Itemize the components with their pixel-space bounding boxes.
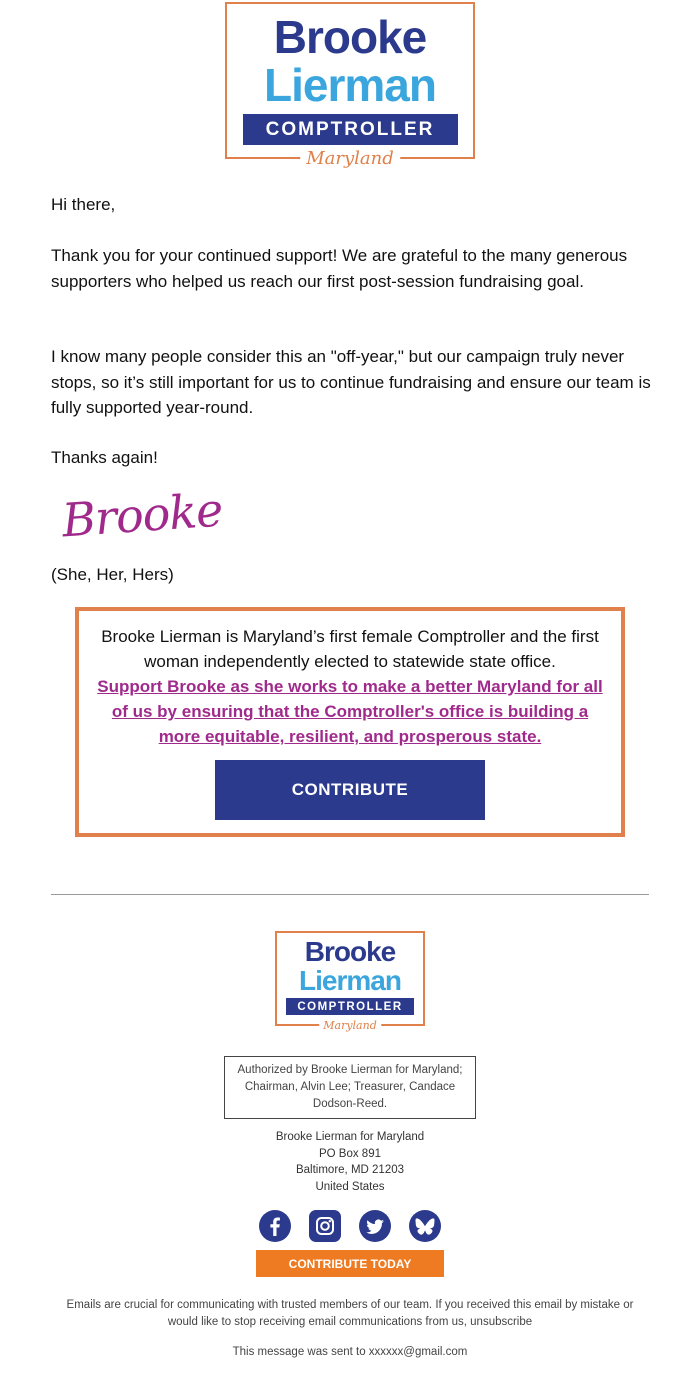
address-line-4: United States (315, 1180, 385, 1193)
divider (51, 894, 649, 895)
greeting: Hi there, (51, 195, 116, 214)
footer-logo-state: Maryland (319, 1019, 381, 1032)
header-logo (225, 2, 475, 169)
footer-logo-last-name: Lierman (299, 965, 401, 996)
logo-first-name: Brooke (273, 11, 427, 63)
footer-logo (275, 931, 425, 1032)
mailing-address (200, 1129, 500, 1195)
callout-text: Brooke Lierman is Maryland’s first female Comptroller and the first woman independently elected to statewide state office. (101, 627, 599, 671)
bluesky-icon[interactable] (409, 1210, 441, 1242)
disclaimer-box: Authorized by Brooke Lierman for Maryland; Chairman, Alvin Lee; Treasurer, Candace Dodson-Reed. (224, 1056, 476, 1119)
pronouns: (She, Her, Hers) (51, 565, 174, 584)
sent-to-note: This message was sent to xxxxxx@gmail.com (232, 1346, 468, 1358)
footer-logo-first-name: Brooke (304, 936, 396, 967)
logo-state: Maryland (300, 148, 400, 169)
callout-box (75, 607, 625, 837)
closing: Thanks again! (51, 448, 158, 467)
logo-office: COMPTROLLER (243, 114, 458, 145)
signature: Brooke (60, 482, 224, 548)
unsubscribe-note: Emails are crucial for communicating with trusted members of our team. If you received this email by mistake or would like to stop receiving email communications from us, unsubscribe (66, 1299, 634, 1328)
facebook-icon[interactable] (259, 1210, 291, 1242)
logo-last-name: Lierman (264, 59, 436, 111)
footer-logo-office: COMPTROLLER (286, 998, 414, 1015)
contribute-button[interactable]: CONTRIBUTE (215, 760, 485, 820)
twitter-icon[interactable] (359, 1210, 391, 1242)
address-line-3: Baltimore, MD 21203 (295, 1164, 405, 1176)
support-link[interactable]: Support Brooke as she works to make a better Maryland for all of us by ensuring that the Comptroller's office is building a more equitable, resilient, and prosperous state. (97, 677, 603, 746)
paragraph-thanks: Thank you for your continued support! We are grateful to the many generous supporters who helped us reach our first post-session fundraising goal. (51, 246, 628, 291)
contribute-today-button[interactable]: CONTRIBUTE TODAY (256, 1250, 444, 1277)
address-line-2: PO Box 891 (318, 1147, 381, 1160)
address-line-1: Brooke Lierman for Maryland (275, 1131, 425, 1143)
paragraph-off-year: I know many people consider this an "off-year," but our campaign truly never stops, so it’s still important for us to continue fundraising and ensure our team is fully supported year-round. (51, 347, 651, 417)
instagram-icon[interactable] (309, 1210, 341, 1242)
